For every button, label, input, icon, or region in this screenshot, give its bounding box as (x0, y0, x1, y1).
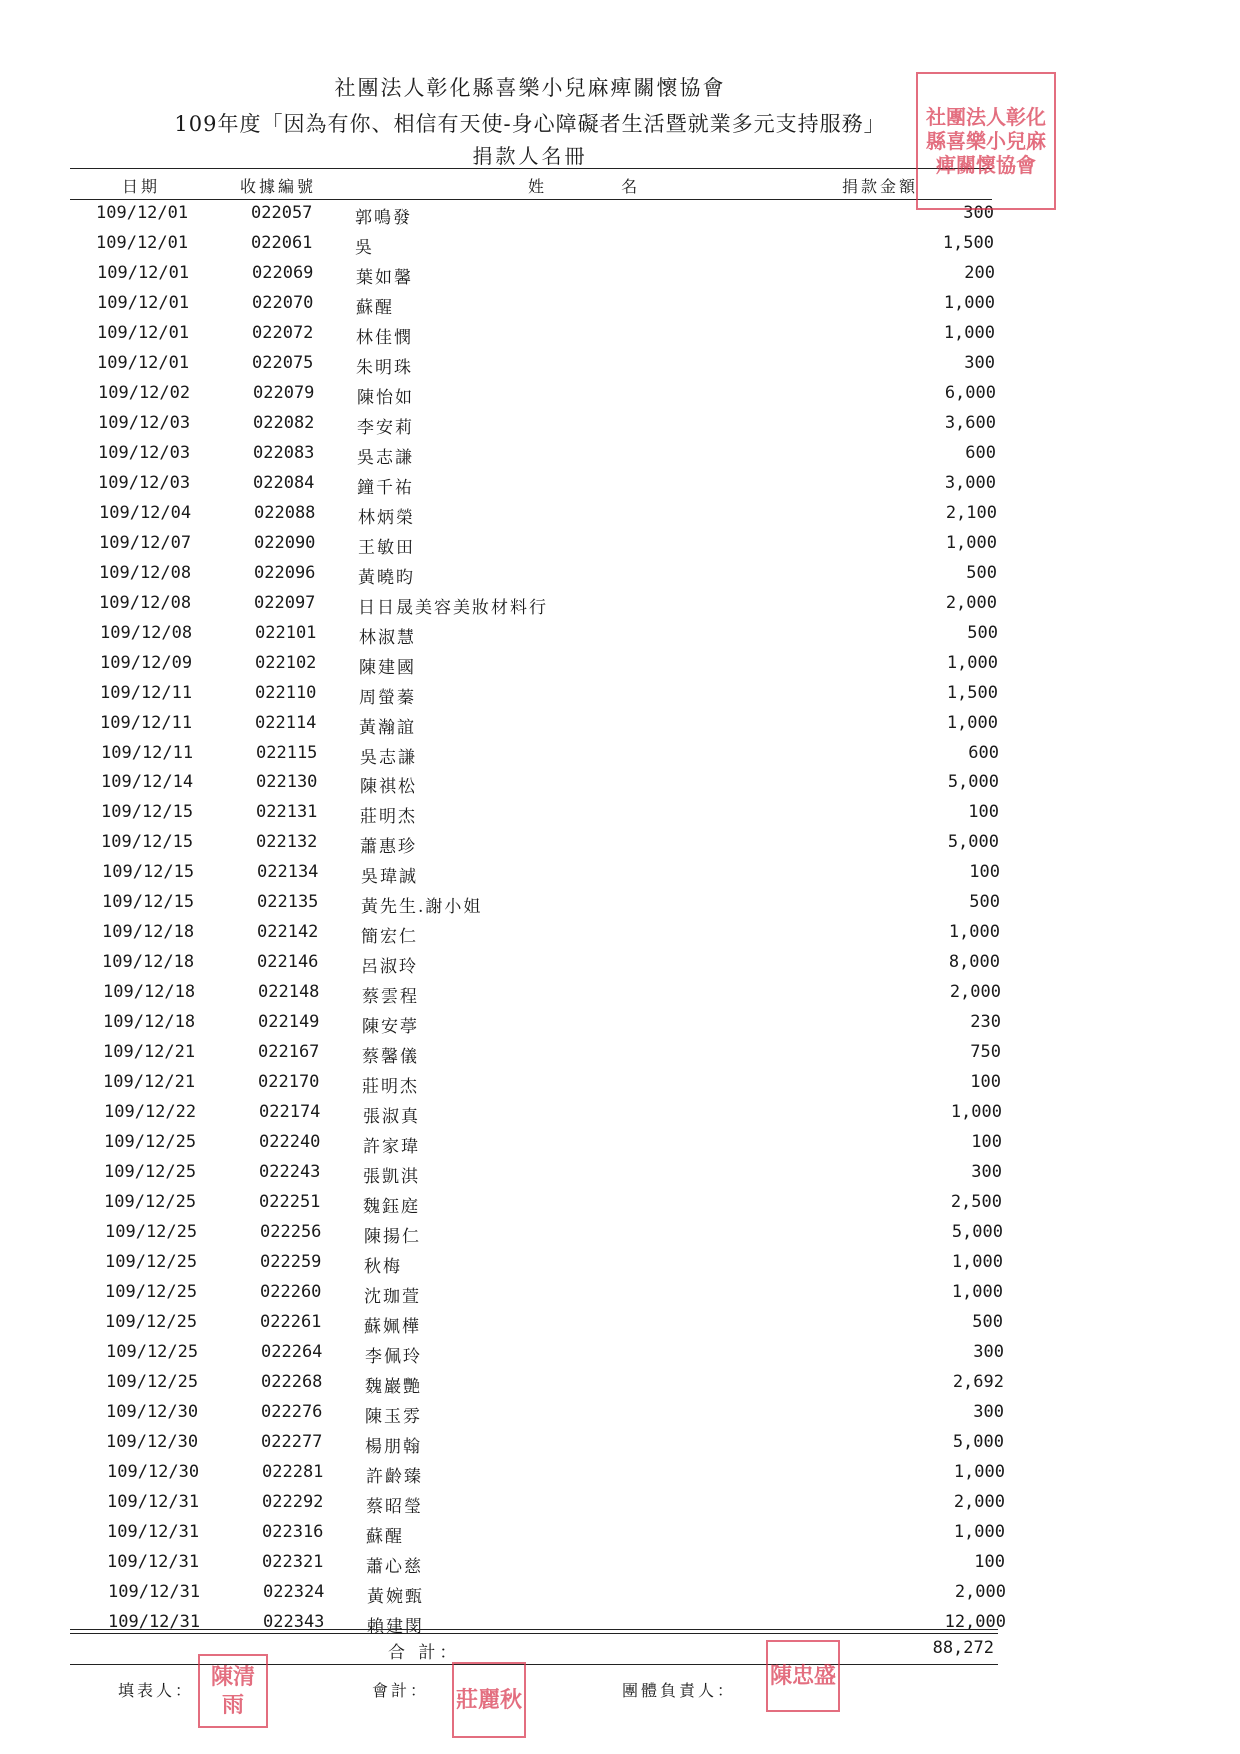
row-donor-name: 李佩玲 (365, 1346, 422, 1367)
row-receipt-no: 022276 (261, 1401, 323, 1422)
row-amount: 100 (969, 862, 1000, 883)
row-amount: 1,000 (943, 292, 995, 313)
row-donor-name: 吳瑋誠 (361, 867, 418, 888)
table-row (0, 1072, 1240, 1102)
row-date: 109/12/08 (99, 562, 192, 583)
row-date: 109/12/22 (104, 1102, 197, 1123)
row-amount: 8,000 (948, 952, 1000, 973)
col-header-name: 姓 名 (528, 177, 674, 196)
organization-title: 社團法人彰化縣喜樂小兒麻痺關懷協會 (334, 76, 726, 100)
row-receipt-no: 022072 (252, 322, 314, 343)
row-receipt-no: 022251 (259, 1192, 321, 1212)
row-receipt-no: 022110 (255, 682, 317, 703)
row-amount: 300 (964, 352, 995, 373)
row-donor-name: 陳安葶 (362, 1017, 419, 1038)
organization-seal-stamp: 社團法人彰化縣喜樂小兒麻痺關懷協會 (916, 72, 1056, 210)
table-row (0, 1132, 1240, 1162)
row-date: 109/12/11 (100, 682, 193, 703)
table-row (0, 473, 1240, 503)
table-row (0, 353, 1240, 383)
preparer-seal-stamp: 陳清雨 (198, 1654, 268, 1728)
row-amount: 2,000 (945, 592, 997, 613)
row-date: 109/12/03 (98, 412, 191, 433)
table-row (0, 1492, 1240, 1522)
table-row (0, 952, 1240, 982)
preparer-label: 填表人： (118, 1681, 195, 1700)
row-amount: 1,000 (953, 1461, 1005, 1482)
row-donor-name: 黃婉甄 (367, 1586, 424, 1607)
row-donor-name: 蔡昭瑩 (366, 1496, 423, 1517)
row-receipt-no: 022149 (258, 1012, 320, 1033)
row-receipt-no: 022084 (253, 472, 315, 493)
row-receipt-no: 022114 (255, 712, 317, 733)
row-receipt-no: 022135 (257, 892, 319, 913)
row-receipt-no: 022243 (259, 1162, 321, 1182)
row-date: 109/12/02 (98, 382, 191, 403)
row-donor-name: 日日晟美容美妝材料行 (358, 597, 548, 618)
row-receipt-no: 022070 (252, 292, 314, 313)
row-donor-name: 陳建國 (359, 657, 416, 678)
row-amount: 750 (970, 1042, 1001, 1063)
row-date: 109/12/15 (101, 802, 194, 823)
row-donor-name: 黃先生.謝小姐 (361, 897, 483, 918)
table-row (0, 293, 1240, 323)
row-donor-name: 陳怡如 (357, 387, 414, 408)
row-receipt-no: 022343 (263, 1611, 325, 1632)
row-amount: 1,000 (951, 1252, 1003, 1272)
row-amount: 1,000 (945, 532, 997, 553)
accountant-label: 會計： (372, 1681, 430, 1700)
table-row (0, 1012, 1240, 1042)
row-amount: 2,000 (953, 1491, 1005, 1512)
row-date: 109/12/01 (97, 262, 190, 283)
total-top-rule-2 (70, 1633, 998, 1634)
row-date: 109/12/30 (106, 1401, 199, 1422)
table-row (0, 1522, 1240, 1552)
table-row (0, 233, 1240, 263)
table-row (0, 982, 1240, 1012)
row-amount: 300 (973, 1341, 1004, 1362)
row-donor-name: 蔡馨儀 (362, 1047, 419, 1068)
row-receipt-no: 022167 (258, 1042, 320, 1063)
row-amount: 2,100 (945, 502, 997, 523)
col-header-receipt-no: 收據編號 (240, 177, 317, 196)
row-date: 109/12/08 (99, 592, 192, 613)
row-amount: 1,500 (942, 233, 994, 253)
table-row (0, 1462, 1240, 1492)
row-donor-name: 蘇醒 (366, 1526, 404, 1547)
row-date: 109/12/18 (102, 922, 195, 943)
row-amount: 5,000 (947, 772, 999, 793)
table-row (0, 1042, 1240, 1072)
row-date: 109/12/11 (100, 712, 193, 733)
row-donor-name: 許家瑋 (363, 1137, 420, 1158)
row-receipt-no: 022057 (251, 203, 313, 223)
table-row (0, 653, 1240, 683)
row-amount: 200 (964, 262, 995, 283)
row-receipt-no: 022174 (259, 1102, 321, 1123)
row-receipt-no: 022292 (262, 1491, 324, 1512)
row-date: 109/12/25 (104, 1162, 197, 1182)
row-amount: 2,000 (954, 1581, 1006, 1602)
row-donor-name: 許齡臻 (366, 1466, 423, 1487)
total-value: 88,272 (932, 1638, 994, 1658)
table-row (0, 1192, 1240, 1222)
row-date: 109/12/25 (104, 1132, 197, 1153)
row-donor-name: 葉如馨 (356, 267, 413, 288)
row-receipt-no: 022079 (253, 382, 315, 403)
row-amount: 500 (966, 562, 997, 583)
row-donor-name: 秋梅 (364, 1257, 402, 1277)
table-row (0, 772, 1240, 802)
row-date: 109/12/31 (107, 1521, 200, 1542)
row-receipt-no: 022102 (255, 652, 317, 673)
row-receipt-no: 022083 (253, 442, 315, 463)
row-amount: 1,000 (953, 1521, 1005, 1542)
row-date: 109/12/31 (107, 1491, 200, 1512)
row-donor-name: 朱明珠 (356, 357, 413, 378)
row-amount: 1,000 (948, 922, 1000, 943)
project-title: 109年度「因為有你、相信有天使-身心障礙者生活暨就業多元支持服務」 (174, 112, 886, 136)
row-amount: 2,000 (949, 982, 1001, 1003)
row-receipt-no: 022256 (260, 1222, 322, 1242)
table-row (0, 1312, 1240, 1342)
row-amount: 1,000 (943, 322, 995, 343)
table-row (0, 443, 1240, 473)
table-row (0, 1102, 1240, 1132)
row-amount: 5,000 (947, 832, 999, 853)
row-date: 109/12/30 (107, 1461, 200, 1482)
row-date: 109/12/21 (103, 1072, 196, 1093)
row-amount: 500 (967, 622, 998, 643)
table-row (0, 1342, 1240, 1372)
total-top-rule-1 (70, 1629, 998, 1630)
row-date: 109/12/25 (106, 1341, 199, 1362)
table-row (0, 593, 1240, 623)
table-row (0, 1282, 1240, 1312)
row-date: 109/12/01 (97, 292, 190, 313)
row-receipt-no: 022324 (263, 1581, 325, 1602)
row-receipt-no: 022131 (256, 802, 318, 823)
row-donor-name: 鐘千祐 (357, 477, 414, 498)
row-receipt-no: 022130 (256, 772, 318, 793)
row-receipt-no: 022259 (260, 1252, 322, 1272)
row-receipt-no: 022061 (251, 233, 313, 253)
row-date: 109/12/11 (101, 742, 194, 763)
table-row (0, 832, 1240, 862)
row-receipt-no: 022142 (257, 922, 319, 943)
row-receipt-no: 022115 (256, 742, 318, 763)
header-bottom-rule (70, 199, 992, 200)
responsible-label: 團體負責人： (622, 1681, 737, 1700)
row-amount: 12,000 (944, 1611, 1006, 1632)
row-date: 109/12/25 (105, 1281, 198, 1302)
row-date: 109/12/21 (103, 1042, 196, 1063)
row-date: 109/12/08 (100, 622, 193, 643)
row-date: 109/12/15 (102, 892, 195, 913)
table-row (0, 383, 1240, 413)
row-date: 109/12/31 (108, 1581, 201, 1602)
row-donor-name: 沈珈萱 (364, 1286, 421, 1307)
row-date: 109/12/04 (99, 502, 192, 523)
table-row (0, 1162, 1240, 1192)
row-amount: 1,000 (946, 712, 998, 733)
row-receipt-no: 022134 (257, 862, 319, 883)
row-receipt-no: 022261 (260, 1311, 322, 1332)
row-receipt-no: 022277 (261, 1431, 323, 1452)
row-date: 109/12/03 (98, 442, 191, 463)
row-donor-name: 黃瀚誼 (359, 717, 416, 738)
row-date: 109/12/03 (98, 472, 191, 493)
row-donor-name: 周螢蓁 (359, 687, 416, 708)
row-donor-name: 李安莉 (357, 417, 414, 438)
row-donor-name: 郭鳴發 (355, 208, 412, 228)
row-donor-name: 吳 (355, 238, 374, 258)
table-row (0, 503, 1240, 533)
row-amount: 100 (970, 1072, 1001, 1093)
row-receipt-no: 022148 (258, 982, 320, 1003)
row-amount: 500 (972, 1311, 1003, 1332)
row-donor-name: 張淑真 (363, 1107, 420, 1128)
row-amount: 100 (974, 1551, 1005, 1572)
row-receipt-no: 022281 (262, 1461, 324, 1482)
row-donor-name: 蘇姵樺 (364, 1316, 421, 1337)
row-donor-name: 吳志謙 (357, 447, 414, 468)
row-donor-name: 陳揚仁 (364, 1227, 421, 1247)
row-amount: 1,000 (951, 1281, 1003, 1302)
table-row (0, 1222, 1240, 1252)
row-donor-name: 簡宏仁 (361, 927, 418, 948)
row-receipt-no: 022316 (262, 1521, 324, 1542)
table-row (0, 623, 1240, 653)
row-receipt-no: 022321 (262, 1551, 324, 1572)
row-amount: 500 (969, 892, 1000, 913)
row-amount: 5,000 (951, 1222, 1003, 1242)
row-date: 109/12/18 (103, 1012, 196, 1033)
row-donor-name: 吳志謙 (360, 747, 417, 768)
row-date: 109/12/25 (106, 1371, 199, 1392)
col-header-amount: 捐款金額 (842, 177, 919, 196)
row-amount: 6,000 (944, 382, 996, 403)
table-row (0, 1552, 1240, 1582)
row-receipt-no: 022240 (259, 1132, 321, 1153)
row-donor-name: 黃曉昀 (358, 567, 415, 588)
row-receipt-no: 022170 (258, 1072, 320, 1093)
row-date: 109/12/30 (106, 1431, 199, 1452)
row-date: 109/12/01 (97, 352, 190, 373)
row-receipt-no: 022096 (254, 562, 316, 583)
table-row (0, 263, 1240, 293)
col-header-date: 日期 (122, 177, 161, 196)
row-date: 109/12/07 (99, 532, 192, 553)
row-date: 109/12/15 (102, 862, 195, 883)
row-receipt-no: 022101 (255, 622, 317, 643)
table-row (0, 563, 1240, 593)
row-donor-name: 蕭惠珍 (360, 837, 417, 858)
row-date: 109/12/14 (101, 772, 194, 793)
row-donor-name: 楊朋翰 (365, 1436, 422, 1457)
table-row (0, 413, 1240, 443)
row-date: 109/12/18 (102, 952, 195, 973)
row-amount: 1,000 (946, 652, 998, 673)
row-donor-name: 莊明杰 (362, 1077, 419, 1098)
row-amount: 2,500 (950, 1192, 1002, 1212)
row-donor-name: 蕭心慈 (366, 1556, 423, 1577)
row-amount: 100 (971, 1132, 1002, 1153)
table-row (0, 1252, 1240, 1282)
table-row (0, 802, 1240, 832)
row-amount: 300 (973, 1401, 1004, 1422)
row-date: 109/12/31 (108, 1611, 201, 1632)
table-row (0, 743, 1240, 773)
row-receipt-no: 022264 (261, 1341, 323, 1362)
table-row (0, 1582, 1240, 1612)
row-donor-name: 林淑慧 (359, 627, 416, 648)
table-row (0, 1432, 1240, 1462)
row-date: 109/12/15 (101, 832, 194, 853)
row-donor-name: 魏巖艷 (365, 1376, 422, 1397)
table-row (0, 862, 1240, 892)
row-date: 109/12/25 (105, 1252, 198, 1272)
row-amount: 3,600 (944, 412, 996, 433)
row-donor-name: 蔡雲程 (362, 987, 419, 1008)
row-donor-name: 陳祺松 (360, 777, 417, 798)
row-donor-name: 林佳憫 (356, 327, 413, 348)
row-date: 109/12/18 (103, 982, 196, 1003)
row-donor-name: 陳玉雰 (365, 1406, 422, 1427)
row-receipt-no: 022090 (254, 532, 316, 553)
row-donor-name: 張凱淇 (363, 1167, 420, 1187)
row-date: 109/12/01 (96, 203, 189, 223)
row-receipt-no: 022268 (261, 1371, 323, 1392)
row-receipt-no: 022082 (253, 412, 315, 433)
row-receipt-no: 022088 (254, 502, 316, 523)
row-donor-name: 王敏田 (358, 537, 415, 558)
register-title: 捐款人名冊 (472, 144, 588, 168)
row-donor-name: 魏鈺庭 (363, 1197, 420, 1217)
table-row (0, 892, 1240, 922)
row-amount: 3,000 (944, 472, 996, 493)
row-date: 109/12/25 (105, 1311, 198, 1332)
responsible-seal-stamp: 陳忠盛 (766, 1640, 840, 1712)
total-label: 合 計： (388, 1643, 461, 1663)
table-row (0, 713, 1240, 743)
table-row (0, 1372, 1240, 1402)
row-receipt-no: 022132 (256, 832, 318, 853)
row-donor-name: 呂淑玲 (361, 957, 418, 978)
row-amount: 600 (968, 742, 999, 763)
table-row (0, 922, 1240, 952)
row-amount: 2,692 (952, 1371, 1004, 1392)
row-amount: 300 (971, 1162, 1002, 1182)
row-date: 109/12/01 (96, 233, 189, 253)
row-date: 109/12/25 (105, 1222, 198, 1242)
row-donor-name: 蘇醒 (356, 297, 394, 318)
row-date: 109/12/01 (97, 322, 190, 343)
row-amount: 5,000 (952, 1431, 1004, 1452)
row-donor-name: 林炳榮 (358, 507, 415, 528)
table-row (0, 1402, 1240, 1432)
row-amount: 1,500 (946, 682, 998, 703)
header-top-rule (70, 168, 992, 169)
table-row (0, 1612, 1240, 1642)
row-receipt-no: 022075 (252, 352, 314, 373)
table-row (0, 683, 1240, 713)
row-date: 109/12/09 (100, 652, 193, 673)
row-amount: 1,000 (950, 1102, 1002, 1123)
accountant-seal-stamp: 莊麗秋 (452, 1662, 526, 1738)
row-receipt-no: 022260 (260, 1281, 322, 1302)
row-receipt-no: 022097 (254, 592, 316, 613)
row-amount: 300 (963, 203, 994, 223)
row-receipt-no: 022069 (252, 262, 314, 283)
row-amount: 100 (968, 802, 999, 823)
table-row (0, 533, 1240, 563)
row-date: 109/12/25 (104, 1192, 197, 1212)
row-amount: 600 (965, 442, 996, 463)
row-donor-name: 莊明杰 (360, 807, 417, 828)
row-receipt-no: 022146 (257, 952, 319, 973)
row-amount: 230 (970, 1012, 1001, 1033)
row-donor-name: 賴建閔 (367, 1616, 424, 1637)
row-date: 109/12/31 (107, 1551, 200, 1572)
table-row (0, 323, 1240, 353)
